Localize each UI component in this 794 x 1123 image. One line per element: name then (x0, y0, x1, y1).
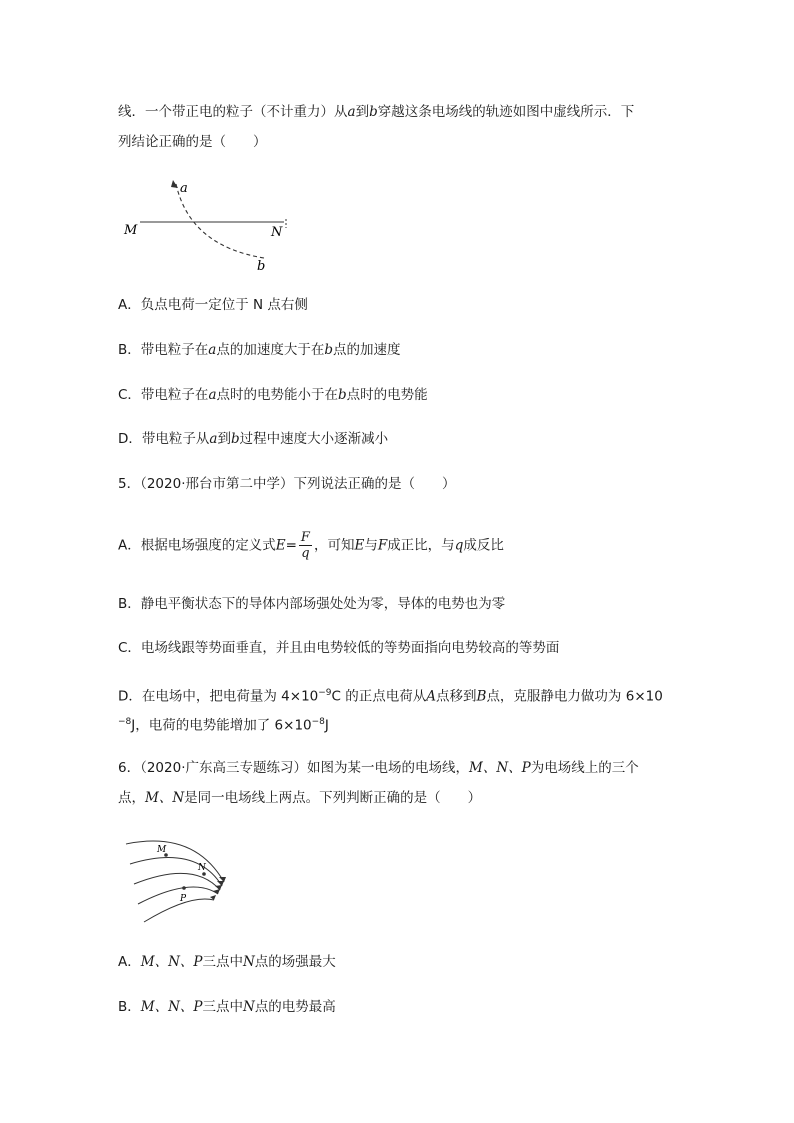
label-a: a (180, 181, 188, 196)
q5-option-b: B．静电平衡状态下的导体内部场强处处为零，导体的电势也为零 (118, 596, 506, 612)
field-line-3 (134, 873, 220, 890)
q6-stem-text-4: 是同一电场线上两点。下列判断正确的是（ ） (184, 790, 482, 806)
q4-stem-line2: 列结论正确的是（ ） (118, 134, 267, 150)
equals-sign: = (285, 537, 297, 554)
q4-d-text-2: 到 (217, 431, 231, 447)
q5-a-text-5: 成反比 (463, 537, 504, 554)
q6-b-text: B． (118, 999, 141, 1015)
q6-a-text-2: 三点中 (202, 954, 243, 970)
q5-d-text-5: J，电荷的电势能增加了 6×10 (131, 717, 312, 734)
q4-stem-to: 到 (355, 104, 370, 120)
field-line-4 (138, 887, 218, 904)
label-b: b (257, 259, 266, 274)
q6-stem-text-3: 点， (118, 790, 145, 806)
fraction-denominator: q (301, 546, 310, 561)
var-N: N (243, 999, 255, 1015)
q4-option-b (118, 340, 400, 360)
var-a: a (208, 387, 217, 403)
vars-mnp: M、N、P (469, 760, 531, 776)
q5-a-text-3: 与 (364, 537, 378, 554)
q5-a-text: A．根据电场强度的定义式 (118, 537, 276, 554)
q6-b-text-3: 点的电势最高 (254, 999, 336, 1015)
q5-option-d-line2 (118, 712, 329, 736)
q4-option-c (118, 385, 428, 405)
q5-d-text-6: J (324, 717, 329, 734)
q4-b-text-3: 点的加速度 (332, 342, 401, 358)
var-b: b (338, 387, 347, 403)
q4-d-text-3: 过程中速度大小逐渐减小 (239, 431, 389, 447)
label-N: N (271, 225, 283, 240)
exponent: −8 (311, 717, 325, 727)
q6-figure (124, 830, 234, 925)
label-M: M (124, 223, 138, 238)
point-P (182, 886, 186, 890)
var-E: E (275, 537, 286, 554)
q5-a-text-4: 成正比，与 (387, 537, 455, 554)
trajectory-arrow (171, 180, 178, 188)
q6-stem-text: 6．（2020·广东高三专题练习）如图为某一电场的电场线， (118, 760, 469, 776)
q6-stem-line2 (118, 788, 481, 808)
q6-b-text-2: 三点中 (202, 999, 243, 1015)
var-q: q (454, 537, 464, 554)
q4-c-text-3: 点时的电势能 (346, 387, 428, 403)
exponent: −8 (118, 717, 132, 727)
var-b: b (230, 431, 240, 447)
q5-option-a (118, 530, 504, 561)
q4-stem-line1 (118, 102, 634, 122)
q6-stem-line1 (118, 758, 639, 778)
var-b: b (324, 342, 333, 358)
q6-stem-text-2: 为电场线上的三个 (530, 760, 639, 776)
fraction-numerator: F (300, 530, 310, 545)
vars-mnp: M、N、P (140, 999, 203, 1015)
var-F: F (377, 537, 388, 554)
q4-option-d (118, 429, 388, 449)
field-line-5 (144, 899, 214, 922)
q4-stem-text: 线．一个带正电的粒子（不计重力）从 (118, 104, 348, 120)
fraction-f-over-q (299, 530, 312, 561)
var-a: a (208, 342, 217, 358)
q5-d-text: D．在电场中，把电荷量为 4×10 (118, 688, 319, 705)
q4-c-text-2: 点时的电势能小于在 (216, 387, 338, 403)
q5-a-text-2: ，可知 (313, 537, 355, 554)
trajectory-dashed (176, 184, 264, 258)
label-P: P (180, 894, 187, 904)
q4-c-text: C．带电粒子在 (118, 387, 209, 403)
q5-option-d-line1 (118, 683, 663, 707)
q4-b-text-2: 点的加速度大于在 (216, 342, 325, 358)
var-N: N (242, 954, 255, 970)
label-M: M (157, 845, 167, 855)
var-a: a (347, 104, 356, 120)
q6-option-a (118, 952, 336, 972)
q6-a-text-3: 点的场强最大 (254, 954, 336, 970)
var-b: b (369, 104, 378, 120)
vars-mnp: M、N、P (140, 954, 203, 970)
q4-d-text: D．带电粒子从 (118, 431, 210, 447)
label-N: N (198, 863, 206, 873)
q4-stem-text-2: 穿越这条电场线的轨迹如图中虚线所示．下 (377, 104, 635, 120)
q4-option-a: A．负点电荷一定位于 N 点右侧 (118, 297, 308, 313)
q4-figure (118, 176, 298, 276)
q5-d-text-2: C 的正点电荷从 (331, 688, 427, 705)
var-B: B (476, 688, 487, 705)
var-a: a (209, 431, 218, 447)
var-A: A (426, 688, 437, 705)
q5-stem: 5．（2020·邢台市第二中学）下列说法正确的是（ ） (118, 476, 456, 492)
var-E: E (354, 537, 365, 554)
q5-d-text-4: 点，克服静电力做功为 6×10 (486, 688, 663, 705)
q5-option-c: C．电场线跟等势面垂直，并且由电势较低的等势面指向电势较高的等势面 (118, 640, 560, 656)
q6-a-text: A． (118, 954, 141, 970)
q4-b-text: B．带电粒子在 (118, 342, 209, 358)
q5-d-text-3: 点移到 (436, 688, 477, 705)
q6-option-b (118, 997, 336, 1017)
exponent: −9 (318, 688, 332, 698)
vars-mn: M、N (145, 790, 185, 806)
